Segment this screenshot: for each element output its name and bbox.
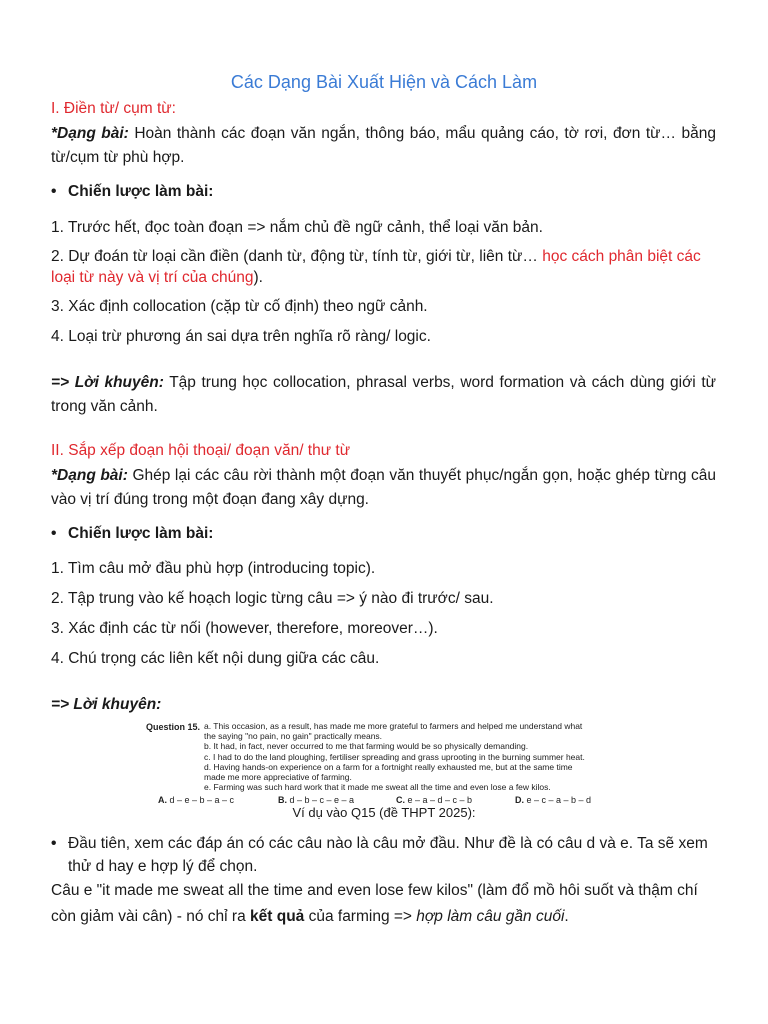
bullet-icon: • bbox=[51, 183, 57, 200]
para-end: . bbox=[564, 908, 569, 925]
advice-label: => Lời khuyên: bbox=[51, 374, 164, 391]
para-start: Câu e "it made me sweat all the time and even lose few kilos" (làm đổ mồ hôi suốt và thậm chí còn giảm vài cân) - nó chỉ ra bbox=[51, 882, 698, 925]
section-1-heading: I. Điền từ/ cụm từ: bbox=[51, 100, 176, 117]
advice-label: => Lời khuyên: bbox=[51, 696, 162, 713]
explanation-paragraph bbox=[51, 878, 716, 930]
question-label: Question 15. bbox=[146, 722, 201, 732]
advice-text: Tập trung học collocation, phrasal verbs, word formation và cách dùng giới từ trong văn cảnh. bbox=[51, 374, 716, 415]
section-1-step-2 bbox=[51, 246, 716, 288]
section-1-type bbox=[51, 122, 716, 170]
explanation-bullet bbox=[51, 832, 716, 878]
type-label: *Dạng bài: bbox=[51, 467, 128, 484]
type-text: Hoàn thành các đoạn văn ngắn, thông báo, mẩu quảng cáo, tờ rơi, đơn từ… bằng từ/cụm từ phù hợp. bbox=[51, 125, 716, 166]
option-a: A. d – e – b – a – c bbox=[158, 795, 235, 805]
section-2-type bbox=[51, 464, 716, 512]
sentence-line: c. I had to do the land ploughing, fertiliser spreading and grass uprooting in the burning summer heat. bbox=[204, 751, 585, 762]
section-2-step-3: 3. Xác định các từ nối (however, therefore, moreover…). bbox=[51, 620, 438, 637]
section-2-advice bbox=[51, 694, 716, 715]
section-1-step-3: 3. Xác định collocation (cặp từ cố định) theo ngữ cảnh. bbox=[51, 298, 428, 315]
strategy-label: Chiến lược làm bài: bbox=[68, 525, 214, 542]
para-italic: hợp làm câu gần cuối bbox=[416, 908, 565, 925]
section-1-step-4: 4. Loại trừ phương án sai dựa trên nghĩa rõ ràng/ logic. bbox=[51, 328, 431, 345]
step-2-highlight: học cách phân biệt các loại từ này và vị trí của chúng bbox=[51, 248, 701, 286]
step-2-end: ). bbox=[253, 269, 263, 286]
section-2-step-2: 2. Tập trung vào kế hoạch logic từng câu => ý nào đi trước/ sau. bbox=[51, 590, 494, 607]
section-1-step-1: 1. Trước hết, đọc toàn đoạn => nắm chủ đề ngữ cảnh, thể loại văn bản. bbox=[51, 219, 543, 236]
sentence-line: b. It had, in fact, never occurred to me that farming would be so physically demanding. bbox=[204, 741, 529, 752]
section-2-step-1: 1. Tìm câu mở đầu phù hợp (introducing topic). bbox=[51, 560, 376, 577]
question-sentences bbox=[204, 721, 624, 792]
option-c: C. e – a – d – c – b bbox=[396, 795, 473, 805]
page-title: Các Dạng Bài Xuất Hiện và Cách Làm bbox=[230, 72, 538, 92]
type-label: *Dạng bài: bbox=[51, 125, 129, 142]
sentence-line: a. This occasion, as a result, has made me more grateful to farmers and helped me understand what bbox=[204, 721, 583, 731]
section-1-strategy bbox=[51, 181, 716, 203]
bullet-text: Đầu tiên, xem các đáp án có các câu nào là câu mở đầu. Như đề là có câu d và e. Ta sẽ xem thử d hay e hợp lý để chọn. bbox=[68, 835, 708, 875]
para-bold: kết quả bbox=[250, 908, 305, 925]
option-d: D. e – c – a – b – d bbox=[515, 795, 592, 805]
bullet-icon: • bbox=[51, 525, 57, 542]
question-15-figure bbox=[146, 718, 624, 808]
sentence-line: d. Having hands-on experience on a farm for a fortnight really exhausted me, but at the same time bbox=[204, 761, 573, 772]
section-1-advice bbox=[51, 371, 716, 419]
type-text: Ghép lại các câu rời thành một đoạn văn thuyết phục/ngắn gọn, hoặc ghép từng câu vào vị trí đúng trong một đoạn đang xây dựng. bbox=[51, 467, 716, 508]
section-2-step-4: 4. Chú trọng các liên kết nội dung giữa các câu. bbox=[51, 650, 380, 667]
step-2-text: 2. Dự đoán từ loại cần điền (danh từ, động từ, tính từ, giới từ, liên từ… bbox=[51, 248, 543, 265]
sentence-line: made me more appreciative of farming. bbox=[204, 772, 352, 783]
para-mid: của farming => bbox=[304, 908, 417, 925]
sentence-line: the saying "no pain, no gain" practically means. bbox=[204, 731, 383, 742]
sentence-line: e. Farming was such hard work that it made me sweat all the time and even lose a few kilos. bbox=[204, 782, 551, 793]
section-2-heading: II. Sắp xếp đoạn hội thoại/ đoạn văn/ thư từ bbox=[51, 442, 351, 459]
option-b: B. d – b – c – e – a bbox=[278, 795, 355, 805]
section-2-strategy bbox=[51, 523, 716, 545]
figure-caption: Ví dụ vào Q15 (đề THPT 2025): bbox=[292, 805, 476, 820]
strategy-label: Chiến lược làm bài: bbox=[68, 183, 214, 200]
bullet-icon: • bbox=[51, 835, 57, 852]
